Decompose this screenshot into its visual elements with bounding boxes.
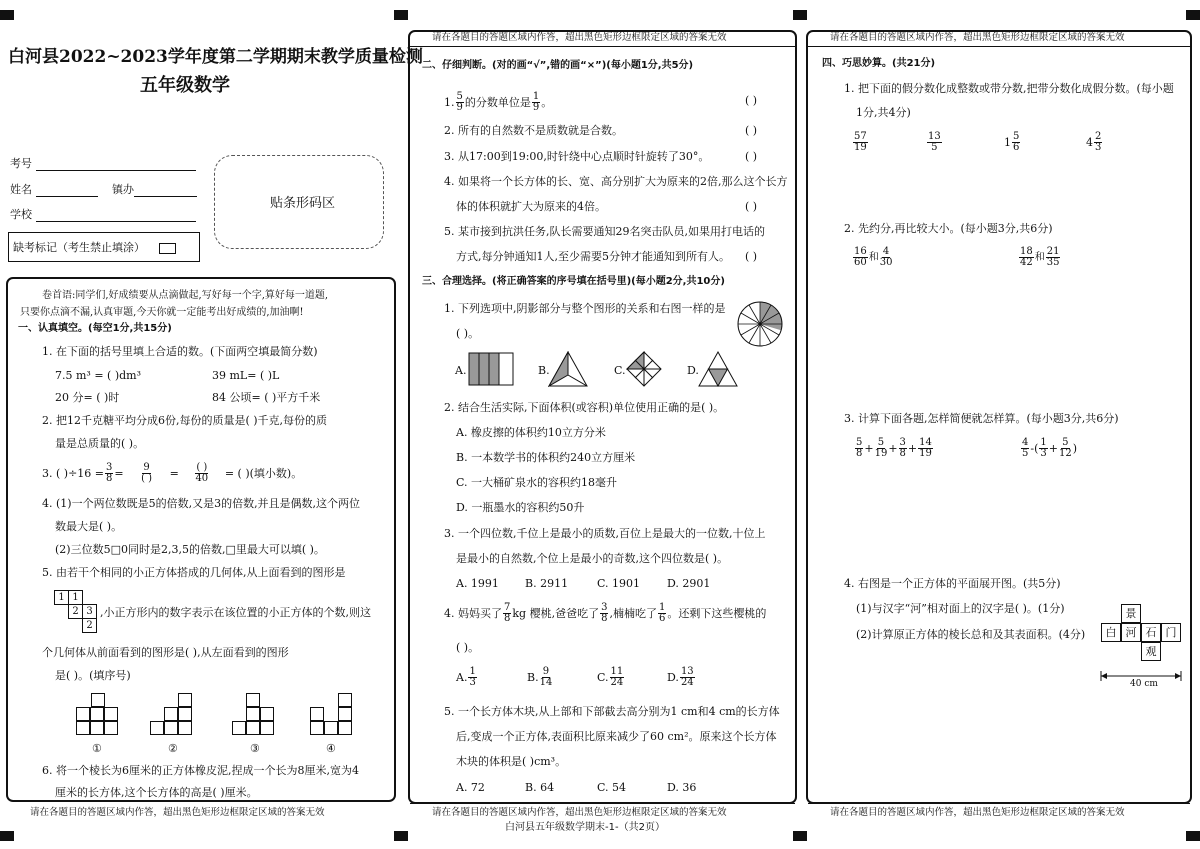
grid-cell: 1 — [54, 590, 69, 605]
option[interactable]: B. $\frac{9}{14}$ — [527, 666, 553, 688]
question: 1分,共4分) — [856, 106, 911, 119]
choice-3: 3. 一个四位数,千位上是最小的质数,百位上是最大的一位数,十位上 — [444, 527, 766, 540]
question: 5. 由若干个相同的小正方体搭成的几何体,从上面看到的图形是 — [42, 566, 346, 579]
option[interactable]: A. 橡皮擦的体积约10立方分米 — [456, 426, 606, 439]
math-item: $\frac{13}{5}$ — [928, 131, 941, 153]
option[interactable]: C. 1901 — [597, 577, 641, 590]
choice-5: 5. 一个长方体木块,从上部和下部截去高分别为1 cm和4 cm的长方体 — [444, 705, 780, 718]
option-b-figure — [548, 351, 588, 387]
option[interactable]: C. 一大桶矿泉水的容积约18毫升 — [456, 476, 618, 489]
math-item: $\frac{4}{5}$ -( $\frac{1}{3}$ + $\frac{5}{12}$ ) — [1022, 437, 1078, 459]
option[interactable]: D. 36 — [667, 781, 697, 794]
blank[interactable]: 39 mL= ( )L — [212, 369, 280, 382]
fraction: $\frac{1}{9}$ — [532, 91, 540, 113]
name-line[interactable] — [36, 196, 98, 197]
grid-cell: 2 — [82, 618, 97, 633]
absence-label: 缺考标记（考生禁止填涂） — [13, 241, 145, 254]
divider — [410, 46, 795, 47]
math-item: 4 $\frac{2}{3}$ — [1086, 131, 1102, 153]
option[interactable]: C. $\frac{11}{24}$ — [597, 666, 624, 688]
judge-4: 4. 如果将一个长方体的长、宽、高分别扩大为原来的2倍,那么这个长方 — [444, 175, 788, 188]
net-face: 景 — [1121, 604, 1141, 623]
register-mark — [793, 831, 807, 841]
q3-post: = ( )(填小数)。 — [224, 466, 303, 480]
intro-line: 卷首语:同学们,好成绩要从点滴做起,写好每一个字,算好每一道题, — [42, 290, 329, 301]
barcode-label: 贴条形码区 — [270, 196, 336, 211]
math-item: $\frac{5}{8}$ + $\frac{5}{19}$ + $\frac{3}{8}$ + $\frac{14}{19}$ — [856, 437, 932, 459]
blank[interactable]: 量是总质量的( )。 — [55, 437, 145, 450]
question: 3. 计算下面各题,怎样简便就怎样算。(每小题3分,共6分) — [844, 412, 1119, 425]
label-school: 学校 — [10, 208, 32, 221]
register-mark — [1186, 10, 1200, 20]
town-line[interactable] — [134, 196, 197, 197]
blank[interactable]: ( )。 — [456, 327, 480, 340]
label-name: 姓名 — [10, 183, 32, 196]
option-label: ④ — [326, 742, 336, 755]
option[interactable]: A. $\frac{1}{3}$ — [456, 666, 476, 688]
warning-text: 请在各题目的答题区域内作答，超出黑色矩形边框限定区域的答案无效 — [432, 32, 727, 43]
absence-checkbox[interactable] — [159, 243, 176, 254]
section-title: 二、仔细判断。(对的画“√”,错的画“×”)(每小题1分,共5分) — [422, 60, 694, 71]
blank[interactable]: 数最大是( )。 — [55, 520, 123, 533]
blank[interactable]: 是( )。(填序号) — [55, 669, 131, 682]
net-face: 门 — [1161, 623, 1181, 642]
judge-3: 3. 从17:00到19:00,时针绕中心点顺时针旋转了30°。 — [444, 150, 710, 163]
warning-text: 请在各题目的答题区域内作答，超出黑色矩形边框限定区域的答案无效 — [830, 32, 1125, 43]
blank[interactable]: 7.5 m³ = ( )dm³ — [55, 369, 142, 382]
option-figure-3 — [232, 693, 292, 737]
question: ,小正方形内的数字表示在该位置的小正方体的个数,则这 — [100, 606, 371, 619]
exam-no-line[interactable] — [36, 170, 196, 171]
fraction: $\frac{1}{6}$ — [658, 602, 666, 624]
option-label: C. — [614, 364, 626, 377]
section-title: 一、认真填空。(每空1分,共15分) — [18, 323, 172, 334]
fraction: $\frac{3}{8}$ — [601, 602, 608, 624]
register-mark — [0, 10, 14, 20]
option-label: A. — [455, 364, 467, 377]
option-d-figure — [698, 351, 738, 387]
option-c-figure — [626, 351, 662, 387]
fraction: $\frac{5}{9}$ — [456, 91, 463, 113]
question: 4. (1)一个两位数既是5的倍数,又是3的倍数,并且是偶数,这个两位 — [42, 497, 361, 510]
option-a-figure — [468, 352, 514, 386]
option[interactable]: C. 54 — [597, 781, 627, 794]
grid-cell: 2 — [68, 604, 83, 619]
option[interactable]: D. $\frac{13}{24}$ — [667, 666, 694, 688]
sector-circle-figure — [736, 300, 784, 348]
choice-5: 后,变成一个正方体,表面积比原来减少了60 cm²。原来这个长方体 — [456, 730, 777, 743]
question: (2)计算原正方体的棱长总和及其表面积。(4分) — [856, 628, 1086, 641]
barcode-area — [214, 155, 384, 249]
choice-5: 木块的体积是( )cm³。 — [456, 755, 567, 768]
answer-paren[interactable]: ( ) — [745, 94, 758, 107]
page-footer: 白河县五年级数学期末-1-（共2页） — [505, 822, 665, 833]
option-label: ① — [92, 742, 102, 755]
label-exam-no: 考号 — [10, 157, 32, 170]
register-mark — [793, 10, 807, 20]
choice-1: 1. 下列选项中,阴影部分与整个图形的关系和右图一样的是 — [444, 302, 726, 315]
option[interactable]: B. 一本数学书的体积约240立方厘米 — [456, 451, 636, 464]
judge-1: 1. $\frac{5}{9}$ 的分数单位是 $\frac{1}{9}$ 。 — [444, 91, 553, 113]
question: 1. 把下面的假分数化成整数或带分数,把带分数化成假分数。(每小题 — [844, 82, 1174, 95]
fraction: $\frac{7}{8}$ — [504, 602, 511, 624]
math-item: $\frac{16}{60}$ 和 $\frac{4}{30}$ — [854, 246, 893, 268]
choice-3: 是最小的自然数,个位上是最小的奇数,这个四位数是( )。 — [456, 552, 729, 565]
exam-subject: 五年级数学 — [140, 75, 230, 96]
section-title: 三、合理选择。(将正确答案的序号填在括号里)(每小题2分,共10分) — [422, 276, 725, 287]
choice-2: 2. 结合生活实际,下面体积(或容积)单位使用正确的是( )。 — [444, 401, 725, 414]
option[interactable]: D. 2901 — [667, 577, 711, 590]
question: 2. 把12千克糖平均分成6份,每份的质量是( )千克,每份的质 — [42, 414, 328, 427]
question: 1. 在下面的括号里填上合适的数。(下面两空填最简分数) — [42, 345, 318, 358]
option-label: D. — [687, 364, 699, 377]
math-item: $\frac{18}{42}$ 和 $\frac{21}{35}$ — [1020, 246, 1060, 268]
dimension-label: 40 cm — [1130, 679, 1158, 689]
option[interactable]: A. 72 — [456, 781, 485, 794]
answer-paren[interactable]: ( ) — [745, 250, 758, 263]
fraction: $\frac{( )}{40}$ — [195, 462, 209, 484]
blank[interactable]: (2)三位数5□0同时是2,3,5的倍数,□里最大可以填( )。 — [55, 543, 325, 556]
answer-paren[interactable]: ( ) — [745, 200, 758, 213]
register-mark — [0, 831, 14, 841]
math-item: $\frac{57}{19}$ — [854, 131, 867, 153]
divider — [808, 803, 1190, 804]
blank[interactable]: ( )。 — [456, 641, 480, 654]
judge-4: 体的体积就扩大为原来的4倍。 — [456, 200, 606, 213]
option[interactable]: D. 一瓶墨水的容积约50升 — [456, 501, 585, 514]
option-figure-2 — [150, 693, 210, 737]
option-label: ② — [168, 742, 178, 755]
fraction: $\frac{9}{( )}$ — [141, 462, 153, 484]
question-3[interactable] — [42, 463, 302, 484]
exam-title: 白河县2022~2023学年度第二学期期末教学质量检测 — [8, 47, 423, 67]
blank[interactable]: 20 分= ( )时 — [55, 391, 120, 404]
grid-cell: 1 — [68, 590, 83, 605]
divider — [808, 46, 1190, 47]
absence-box — [8, 232, 200, 262]
q3-pre: 3. ( )÷16 = — [42, 466, 104, 480]
blank[interactable]: 厘米的长方体,这个长方体的高是( )厘米。 — [55, 786, 258, 799]
option[interactable]: B. 64 — [525, 781, 555, 794]
option-figure-4 — [310, 693, 370, 737]
net-face: 观 — [1141, 642, 1161, 661]
question: 个几何体从前面看到的图形是( ),从左面看到的图形 — [42, 646, 289, 659]
question: 2. 先约分,再比较大小。(每小题3分,共6分) — [844, 222, 1053, 235]
register-mark — [394, 831, 408, 841]
option-figure-1 — [76, 693, 136, 737]
question: (1)与汉字“河”相对面上的汉字是( )。(1分) — [856, 602, 1065, 615]
question: 6. 将一个棱长为6厘米的正方体橡皮泥,捏成一个长为8厘米,宽为4 — [42, 764, 359, 777]
divider — [410, 803, 795, 804]
judge-5: 5. 某市接到抗洪任务,队长需要通知29名突击队员,如果用打电话的 — [444, 225, 765, 238]
warning-text: 请在各题目的答题区域内作答，超出黑色矩形边框限定区域的答案无效 — [830, 807, 1125, 818]
option-label: ③ — [250, 742, 260, 755]
net-face: 河 — [1121, 623, 1141, 642]
school-line[interactable] — [36, 221, 196, 222]
net-face: 石 — [1141, 623, 1161, 642]
warning-text: 请在各题目的答题区域内作答，超出黑色矩形边框限定区域的答案无效 — [30, 807, 325, 818]
register-mark — [394, 10, 408, 20]
option[interactable]: A. 1991 — [456, 577, 499, 590]
choice-4: 4. 妈妈买了 $\frac{7}{8}$ kg 樱桃,爸爸吃了 $\frac{3}{8}$ ,楠楠吃了 $\frac{1}{6}$ 。还剩下这些樱桃的 — [444, 602, 767, 624]
equals: = — [114, 466, 124, 480]
blank[interactable]: 84 公顷= ( )平方千米 — [212, 391, 321, 404]
option-label: B. — [538, 364, 550, 377]
grid-cell: 3 — [82, 604, 97, 619]
judge-5: 方式,每分钟通知1人,至少需要5分钟才能通知到所有人。 — [456, 250, 730, 263]
net-face: 白 — [1101, 623, 1121, 642]
answer-paren[interactable]: ( ) — [745, 124, 758, 137]
question: 4. 右图是一个正方体的平面展开图。(共5分) — [844, 577, 1061, 590]
section-title: 四、巧思妙算。(共21分) — [822, 58, 936, 69]
fraction: $\frac{3}{8}$ — [106, 462, 113, 484]
option[interactable]: B. 2911 — [525, 577, 569, 590]
label-town: 镇办 — [112, 183, 134, 196]
judge-2: 2. 所有的自然数不是质数就是合数。 — [444, 124, 623, 137]
answer-paren[interactable]: ( ) — [745, 150, 758, 163]
intro-line: 只要你点滴不漏,认真审题,今天你就一定能考出好成绩的,加油啊! — [20, 307, 304, 318]
warning-text: 请在各题目的答题区域内作答，超出黑色矩形边框限定区域的答案无效 — [432, 807, 727, 818]
register-mark — [1186, 831, 1200, 841]
math-item: 1 $\frac{5}{6}$ — [1004, 131, 1020, 153]
equals: = — [169, 466, 179, 480]
